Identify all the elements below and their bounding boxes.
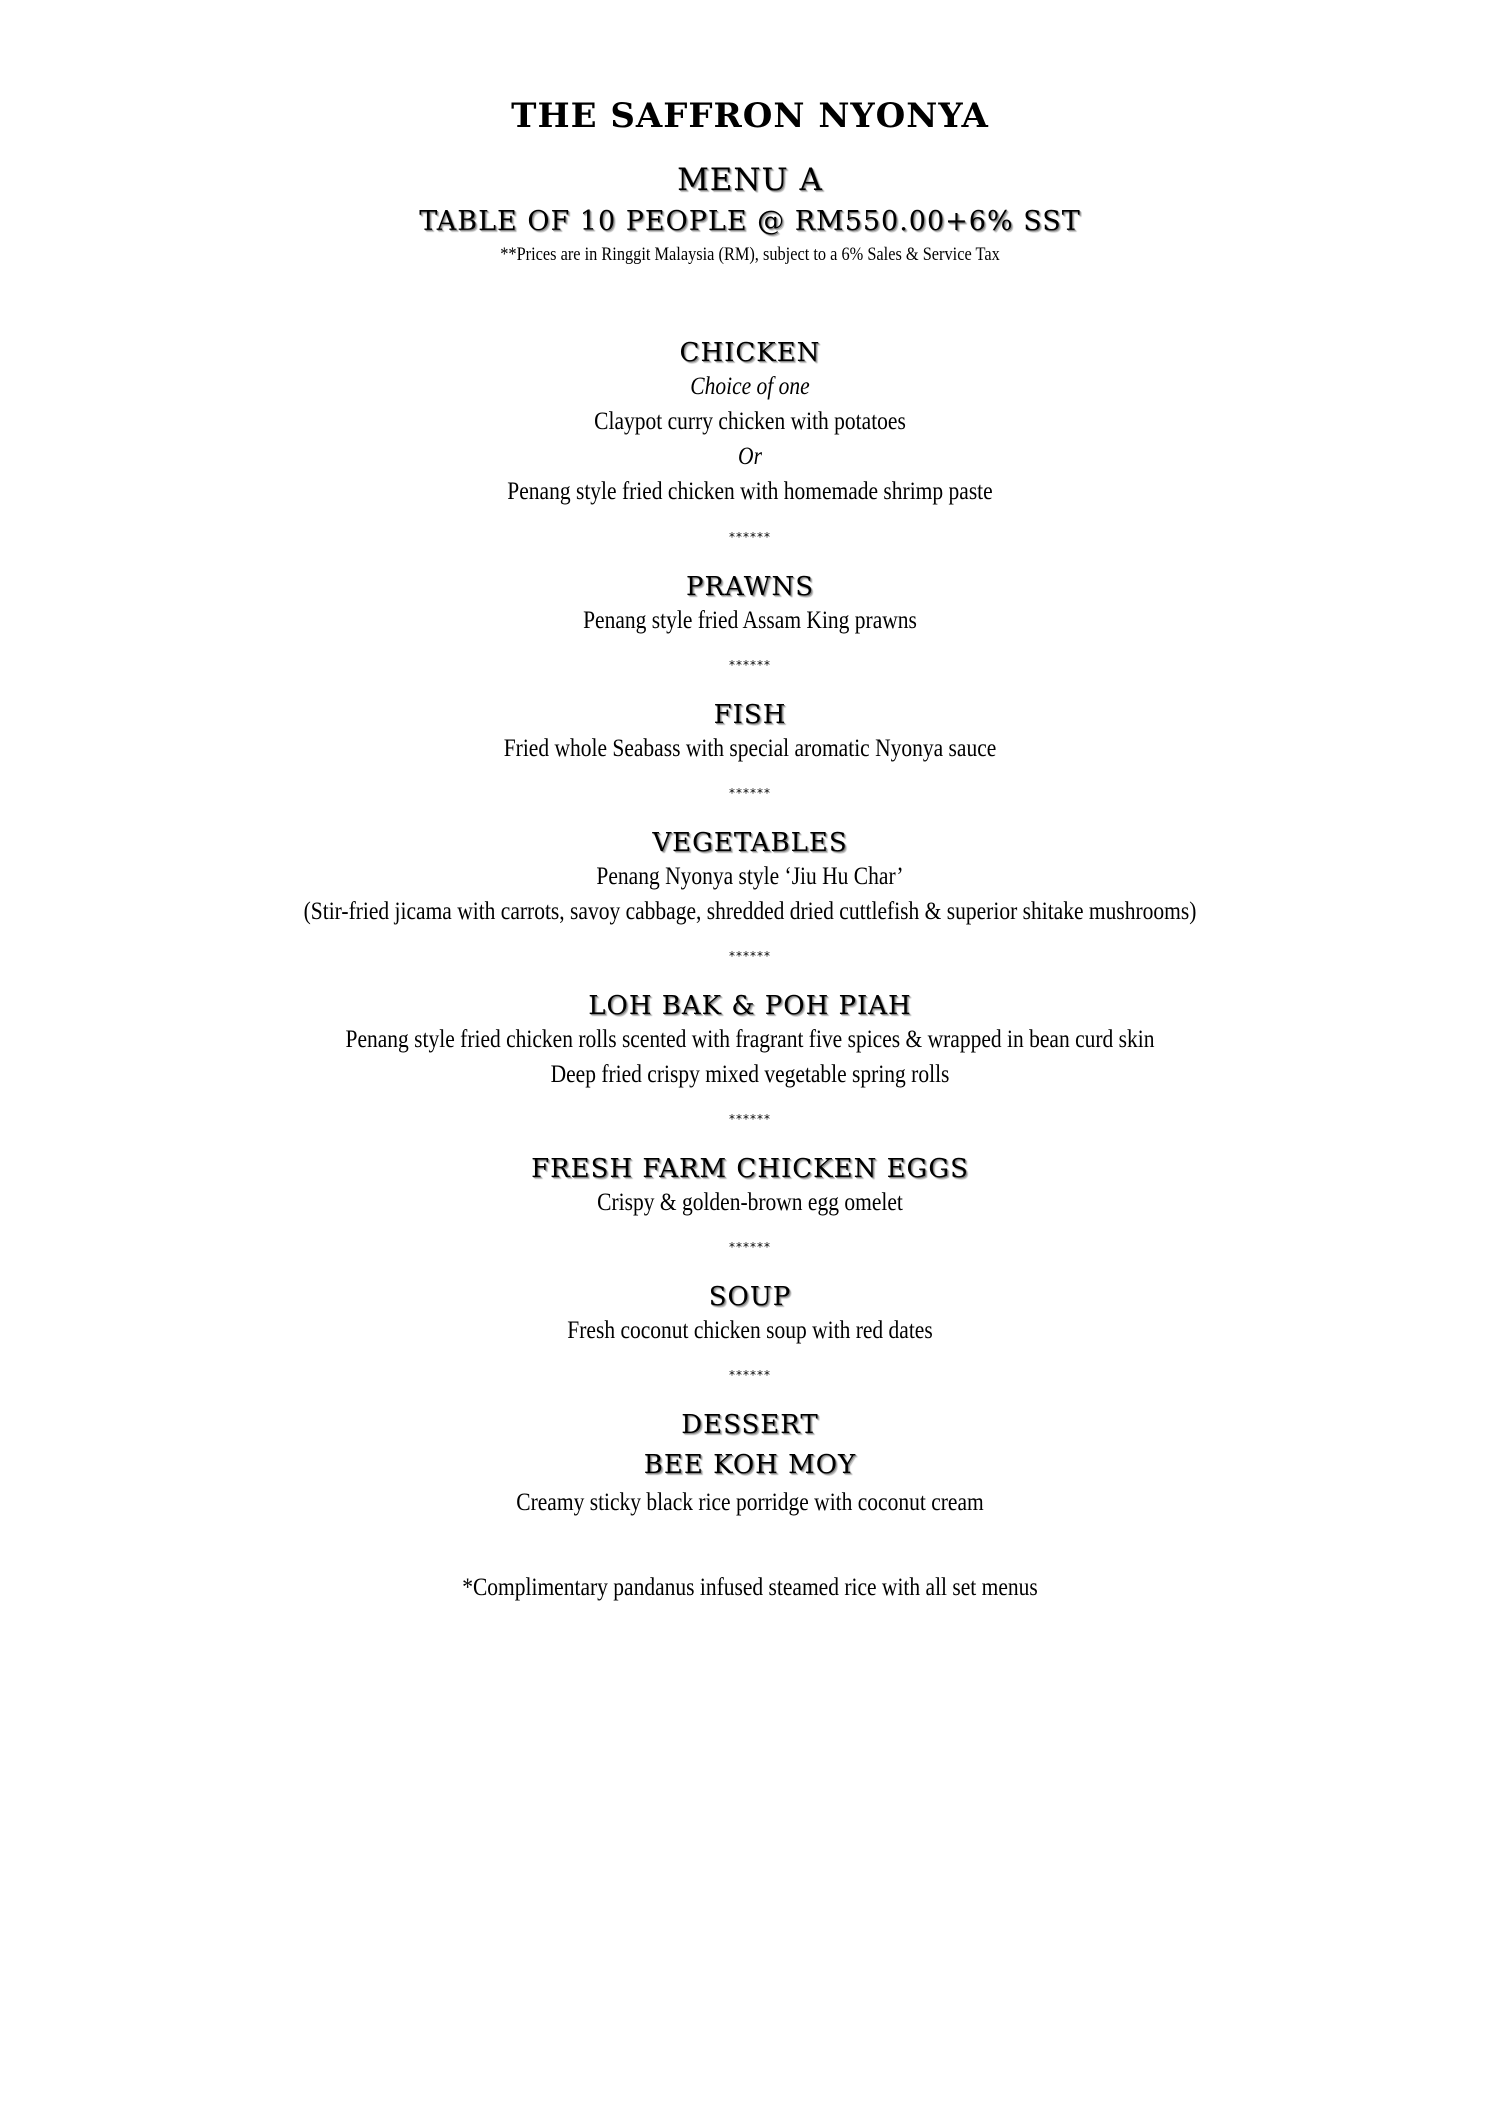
section-heading-soup: SOUP: [708, 1282, 792, 1312]
restaurant-name: THE SAFFRON NYONYA: [511, 96, 989, 136]
prawns-item: Penang style fried Assam King prawns: [583, 607, 917, 634]
chicken-option-2: Penang style fried chicken with homemade shrimp paste: [507, 478, 993, 505]
section-heading-dessert: DESSERT: [681, 1410, 819, 1440]
section-heading-vegetables: VEGETABLES: [652, 828, 848, 858]
separator: ******: [729, 949, 771, 963]
section-heading-chicken: CHICKEN: [679, 338, 821, 368]
loh-bak-item-2: Deep fried crispy mixed vegetable spring rolls: [550, 1061, 950, 1088]
price-note: **Prices are in Ringgit Malaysia (RM), subject to a 6% Sales & Service Tax: [500, 244, 1000, 265]
section-heading-fish: FISH: [713, 700, 787, 730]
dessert-item: Creamy sticky black rice porridge with coconut cream: [516, 1489, 984, 1516]
footer-note: *Complimentary pandanus infused steamed rice with all set menus: [462, 1574, 1038, 1601]
separator: ******: [729, 786, 771, 800]
section-heading-eggs: FRESH FARM CHICKEN EGGS: [531, 1154, 969, 1184]
separator: ******: [729, 1240, 771, 1254]
chicken-or-label: Or: [738, 443, 762, 470]
separator: ******: [729, 1112, 771, 1126]
dessert-subheading: BEE KOH MOY: [643, 1450, 857, 1480]
fish-item: Fried whole Seabass with special aromatic Nyonya sauce: [503, 735, 997, 762]
section-heading-prawns: PRAWNS: [685, 572, 815, 602]
section-heading-loh-bak: LOH BAK & POH PIAH: [588, 991, 912, 1021]
loh-bak-item-1: Penang style fried chicken rolls scented with fragrant five spices & wrapped in bean curd skin: [345, 1026, 1155, 1053]
separator: ******: [729, 658, 771, 672]
table-price: TABLE OF 10 PEOPLE @ RM550.00+6% SST: [419, 206, 1081, 237]
eggs-item: Crispy & golden-brown egg omelet: [597, 1189, 903, 1216]
soup-item: Fresh coconut chicken soup with red dates: [567, 1317, 933, 1344]
chicken-option-1: Claypot curry chicken with potatoes: [594, 408, 906, 435]
chicken-choice-note: Choice of one: [690, 373, 810, 400]
separator: ******: [729, 1368, 771, 1382]
vegetables-description: (Stir-fried jicama with carrots, savoy cabbage, shredded dried cuttlefish & superior shitake mushrooms): [303, 898, 1197, 925]
separator: ******: [729, 530, 771, 544]
vegetables-item: Penang Nyonya style ‘Jiu Hu Char’: [596, 863, 904, 890]
menu-title: MENU A: [677, 162, 823, 198]
